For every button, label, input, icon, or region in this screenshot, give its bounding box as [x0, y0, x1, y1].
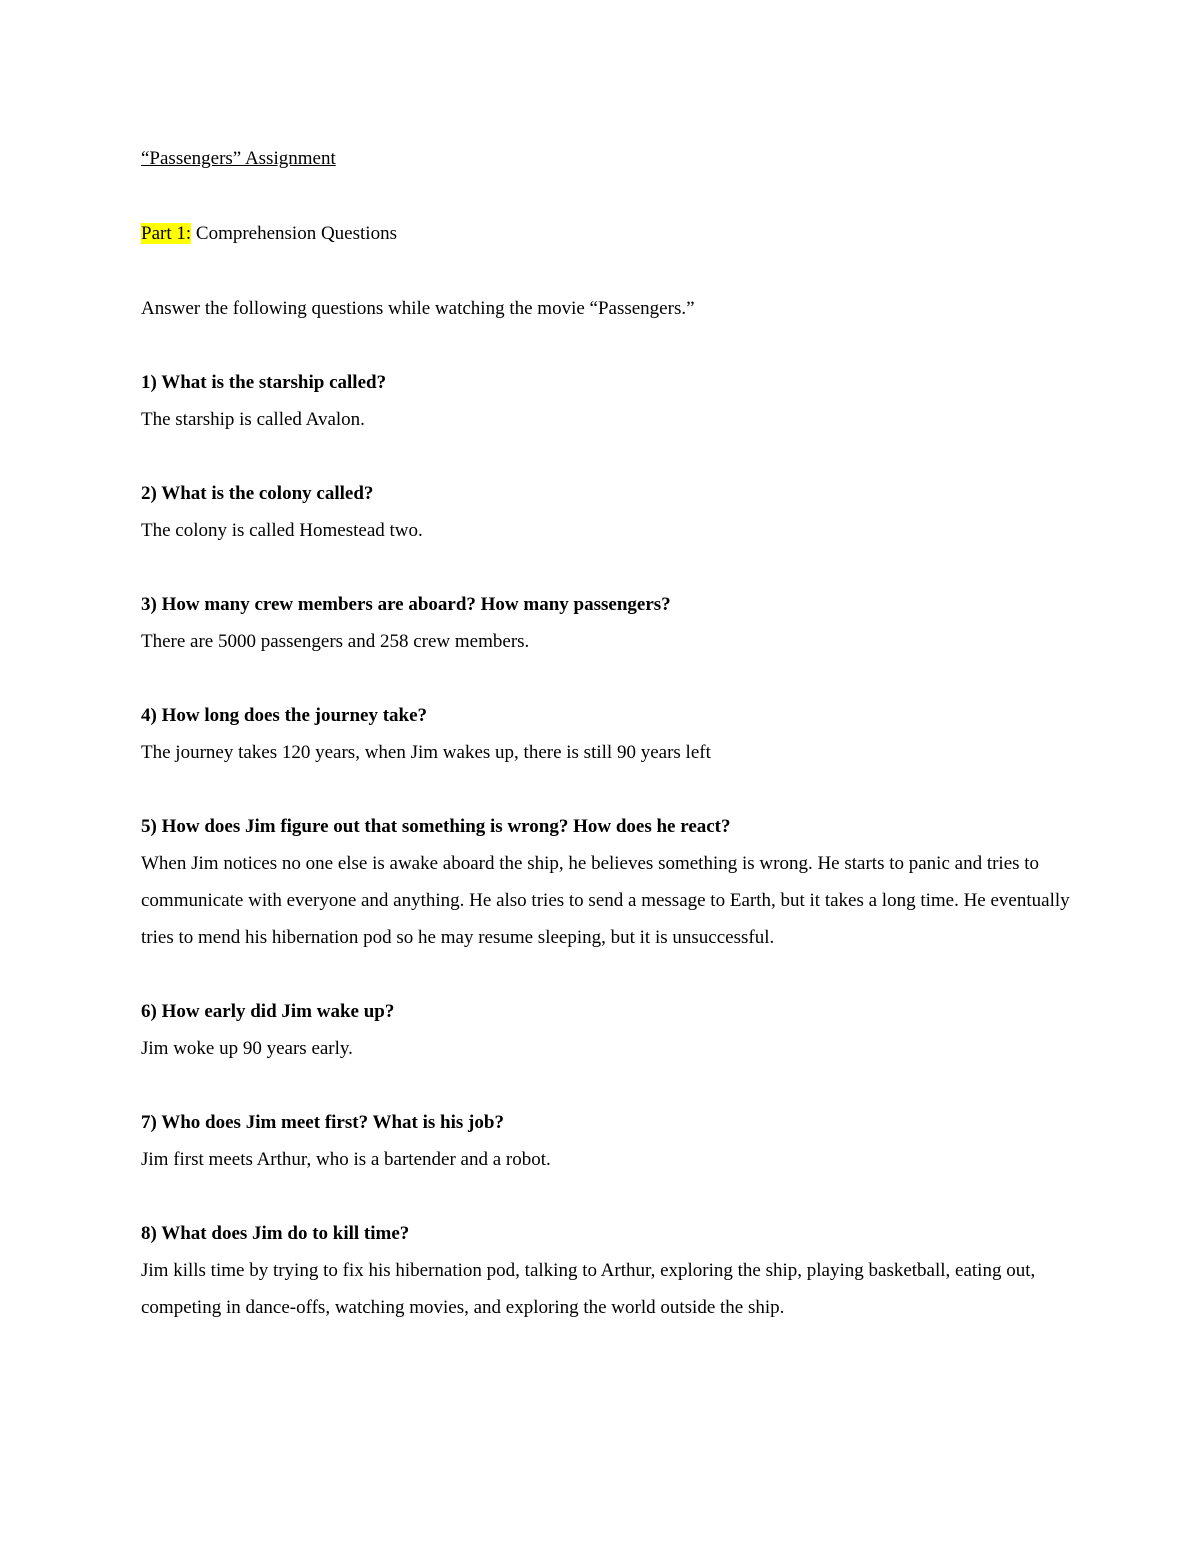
- answer-text: There are 5000 passengers and 258 crew members.: [141, 631, 530, 652]
- question-text: 3) How many crew members are aboard? How many passengers?: [141, 594, 671, 615]
- question-block-8: [141, 1215, 1071, 1326]
- question-text: 1) What is the starship called?: [141, 372, 387, 393]
- question-block-3: [141, 586, 1071, 660]
- question-block-4: [141, 697, 1071, 771]
- answer-text: Jim first meets Arthur, who is a bartender and a robot.: [141, 1149, 551, 1170]
- question-block-6: [141, 993, 1071, 1067]
- answer-text: Jim woke up 90 years early.: [141, 1038, 353, 1059]
- question-text: 5) How does Jim figure out that something is wrong? How does he react?: [141, 816, 731, 837]
- question-text: 2) What is the colony called?: [141, 483, 374, 504]
- answer-text: When Jim notices no one else is awake aboard the ship, he believes something is wrong. He starts to panic and tries to communicate with everyone and anything. He also tries to send a message to Earth, but it takes a long time. He eventually tries to mend his hibernation pod so he may resume sleeping, but it is unsuccessful.: [141, 853, 1070, 948]
- answer-text: Jim kills time by trying to fix his hibernation pod, talking to Arthur, exploring the ship, playing basketball, eating out, competing in dance-offs, watching movies, and exploring the world outside the ship.: [141, 1260, 1036, 1318]
- document-page: [141, 140, 1071, 1326]
- answer-text: The starship is called Avalon.: [141, 409, 365, 430]
- answer-text: The colony is called Homestead two.: [141, 520, 423, 541]
- part-label-highlight: Part 1:: [141, 223, 192, 244]
- instructions-text: Answer the following questions while watching the movie “Passengers.”: [141, 298, 695, 319]
- question-text: 7) Who does Jim meet first? What is his job?: [141, 1112, 504, 1133]
- document-title: “Passengers” Assignment: [141, 148, 336, 169]
- question-block-7: [141, 1104, 1071, 1178]
- part-title: Comprehension Questions: [191, 223, 397, 244]
- question-block-2: [141, 475, 1071, 549]
- part-heading: [141, 215, 1071, 252]
- answer-text: The journey takes 120 years, when Jim wakes up, there is still 90 years left: [141, 742, 711, 763]
- question-text: 4) How long does the journey take?: [141, 705, 428, 726]
- question-text: 8) What does Jim do to kill time?: [141, 1223, 410, 1244]
- question-text: 6) How early did Jim wake up?: [141, 1001, 395, 1022]
- question-block-1: [141, 364, 1071, 438]
- question-block-5: [141, 808, 1071, 956]
